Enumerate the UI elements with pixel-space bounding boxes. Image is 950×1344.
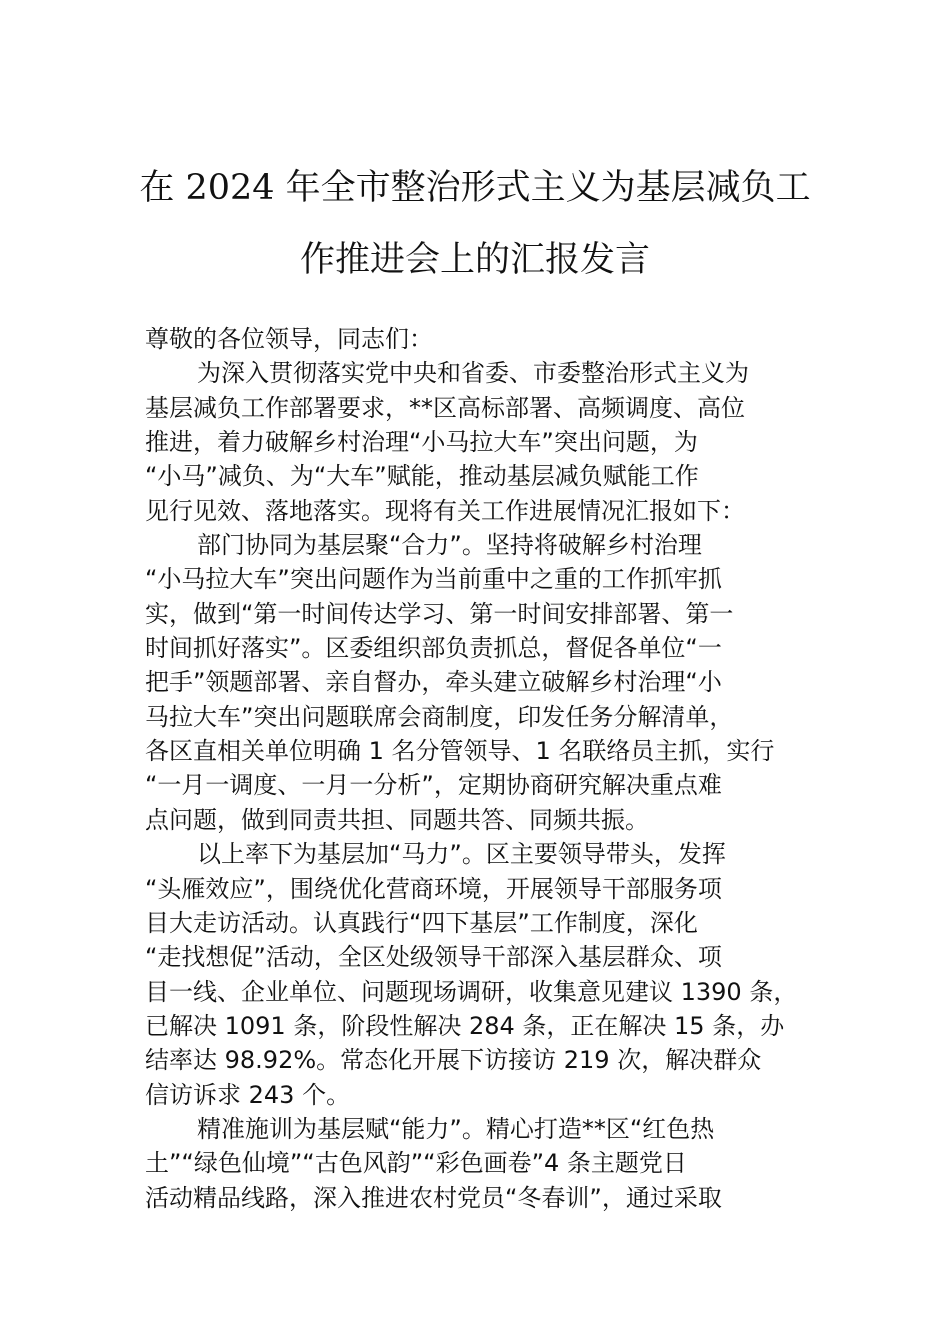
body-line: 以上率下为基层加“马力”。区主要领导带头，发挥 — [197, 840, 726, 869]
body-line: “走找想促”活动，全区处级领导干部深入基层群众、项 — [145, 943, 722, 972]
body-line: 活动精品线路，深入推进农村党员“冬春训”，通过采取 — [145, 1183, 722, 1212]
body-line: 见行见效、落地落实。现将有关工作进展情况汇报如下： — [145, 496, 745, 525]
document-title-line-1: 在 2024 年全市整治形式主义为基层减负工 — [139, 168, 811, 208]
body-line: 把手”领题部署、亲自督办，牵头建立破解乡村治理“小 — [145, 668, 722, 697]
document-body — [145, 322, 835, 1215]
body-line: 精准施训为基层赋“能力”。精心打造**区“红色热 — [197, 1114, 715, 1143]
body-line: 结率达 98.92%。常态化开展下访接访 219 次，解决群众 — [145, 1046, 762, 1075]
body-line: 实，做到“第一时间传达学习、第一时间安排部署、第一 — [145, 599, 734, 628]
body-line: 时间抓好落实”。区委组织部负责抓总，督促各单位“一 — [145, 634, 722, 663]
body-line: 信访诉求 243 个。 — [145, 1080, 351, 1109]
body-line: 各区直相关单位明确 1 名分管领导、1 名联络员主抓，实行 — [145, 737, 775, 766]
body-line: “一月一调度、一月一分析”，定期协商研究解决重点难 — [145, 771, 722, 800]
body-line: 尊敬的各位领导，同志们： — [145, 325, 433, 353]
body-line: 目一线、企业单位、问题现场调研，收集意见建议 1390 条， — [145, 977, 798, 1006]
document-title-line-2: 作推进会上的汇报发言 — [299, 240, 650, 280]
body-line: 点问题，做到同责共担、同题共答、同频共振。 — [145, 805, 649, 834]
body-line: “小马拉大车”突出问题作为当前重中之重的工作抓牢抓 — [145, 565, 722, 594]
body-line: 已解决 1091 条，阶段性解决 284 条，正在解决 15 条，办 — [145, 1011, 785, 1040]
body-line: 马拉大车”突出问题联席会商制度，印发任务分解清单， — [145, 702, 734, 731]
body-line: 为深入贯彻落实党中央和省委、市委整治形式主义为 — [197, 359, 749, 388]
body-line: “头雁效应”，围绕优化营商环境，开展领导干部服务项 — [145, 874, 722, 903]
body-line: 基层减负工作部署要求，**区高标部署、高频调度、高位 — [145, 393, 745, 422]
body-line: 推进，着力破解乡村治理“小马拉大车”突出问题，为 — [145, 428, 698, 457]
body-line: 土”“绿色仙境”“古色风韵”“彩色画卷”4 条主题党日 — [145, 1149, 687, 1178]
body-line: 部门协同为基层聚“合力”。坚持将破解乡村治理 — [197, 531, 702, 560]
body-line: 目大走访活动。认真践行“四下基层”工作制度，深化 — [145, 908, 698, 937]
body-line: “小马”减负、为“大车”赋能，推动基层减负赋能工作 — [145, 462, 699, 491]
